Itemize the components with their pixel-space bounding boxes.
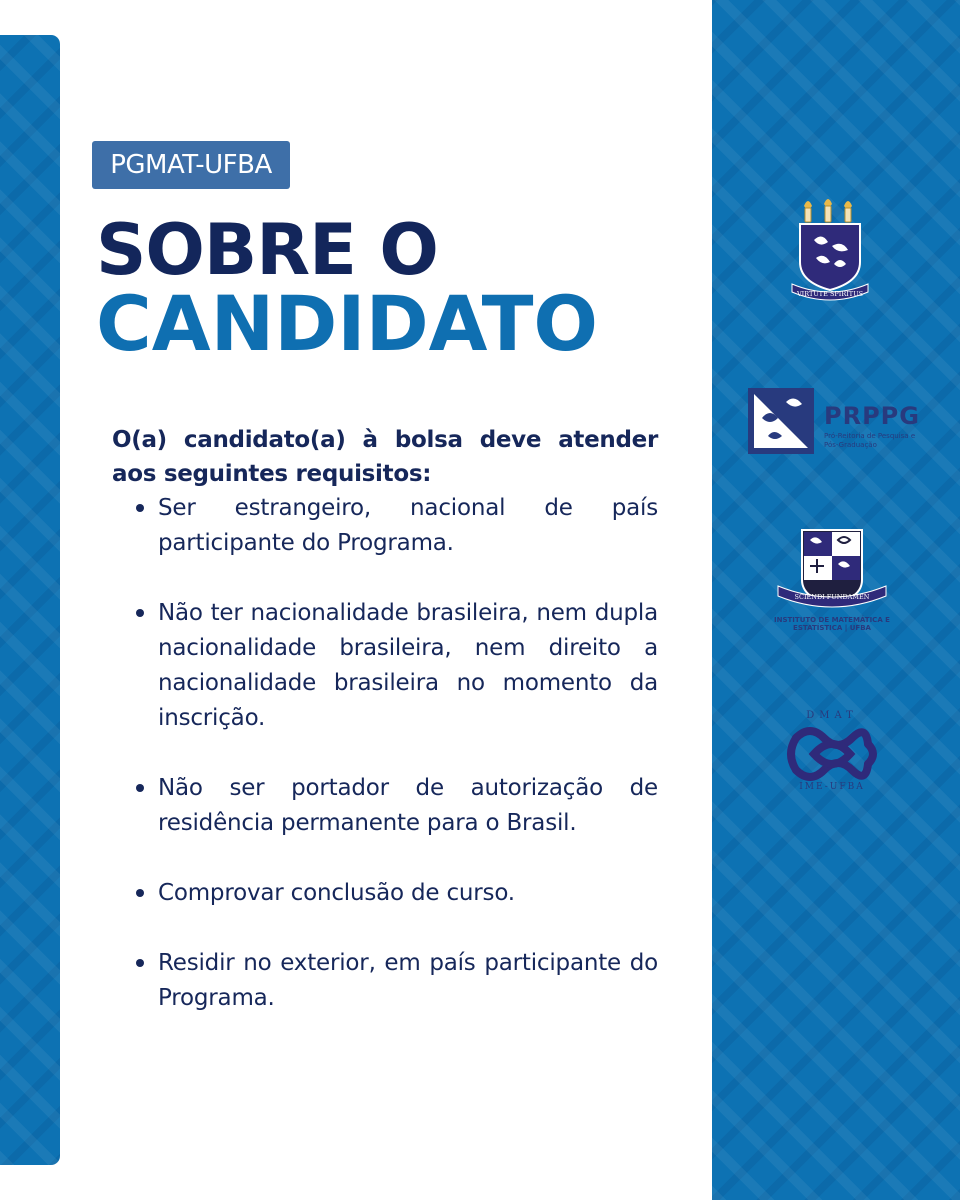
- ufba-crest-icon: [790, 196, 870, 308]
- ime-ribbon-text: SCIENDI FUNDAMEN: [794, 593, 870, 601]
- prppg-name: PRPPG: [824, 402, 920, 430]
- requirement-text: Ser estrangeiro, nacional de país participante do Programa.: [158, 495, 658, 556]
- requirement-text: Não ser portador de autorização de residência permanente para o Brasil.: [158, 775, 658, 836]
- title-line-2: CANDIDATO: [96, 279, 599, 368]
- requirement-text: Comprovar conclusão de curso.: [158, 880, 515, 906]
- intro-text: O(a) candidato(a) à bolsa deve atender aos seguintes requisitos:: [112, 427, 658, 487]
- ime-crest-icon: [772, 528, 892, 636]
- bullet-icon: [136, 784, 144, 792]
- bullet-icon: [136, 889, 144, 897]
- prppg-subtitle: Pró-Reitoria de Pesquisa e Pós-Graduação: [824, 432, 916, 449]
- bullet-icon: [136, 609, 144, 617]
- requirement-text: Residir no exterior, em país participante do Programa.: [158, 950, 658, 1011]
- bullet-icon: [136, 959, 144, 967]
- requirement-text: Não ter nacionalidade brasileira, nem dupla nacionalidade brasileira, nem direito a nacionalidade brasileira no momento da inscrição.: [158, 600, 658, 731]
- dmat-bottom-text: IME-UFBA: [799, 782, 865, 792]
- title-line-1: SOBRE O: [96, 209, 438, 291]
- ufba-ribbon-text: VIRTUTE SPIRITUS: [796, 290, 864, 298]
- requirement-item: [112, 771, 658, 841]
- dmat-knot-icon: [786, 710, 878, 800]
- program-tag: PGMAT-UFBA: [92, 141, 290, 189]
- prppg-logo-icon: [748, 388, 918, 454]
- requirement-item: [112, 596, 658, 736]
- ime-caption: INSTITUTO DE MATEMÁTICA E ESTATÍSTICA | UFBA: [774, 616, 890, 632]
- dmat-top-text: DMAT: [806, 710, 858, 721]
- requirements-section: [112, 423, 658, 1051]
- requirement-item: [112, 491, 658, 561]
- bullet-icon: [136, 504, 144, 512]
- requirement-item: [112, 946, 658, 1016]
- left-decorative-strip: [0, 35, 60, 1165]
- requirements-list: [112, 491, 658, 1016]
- requirement-item: [112, 876, 658, 911]
